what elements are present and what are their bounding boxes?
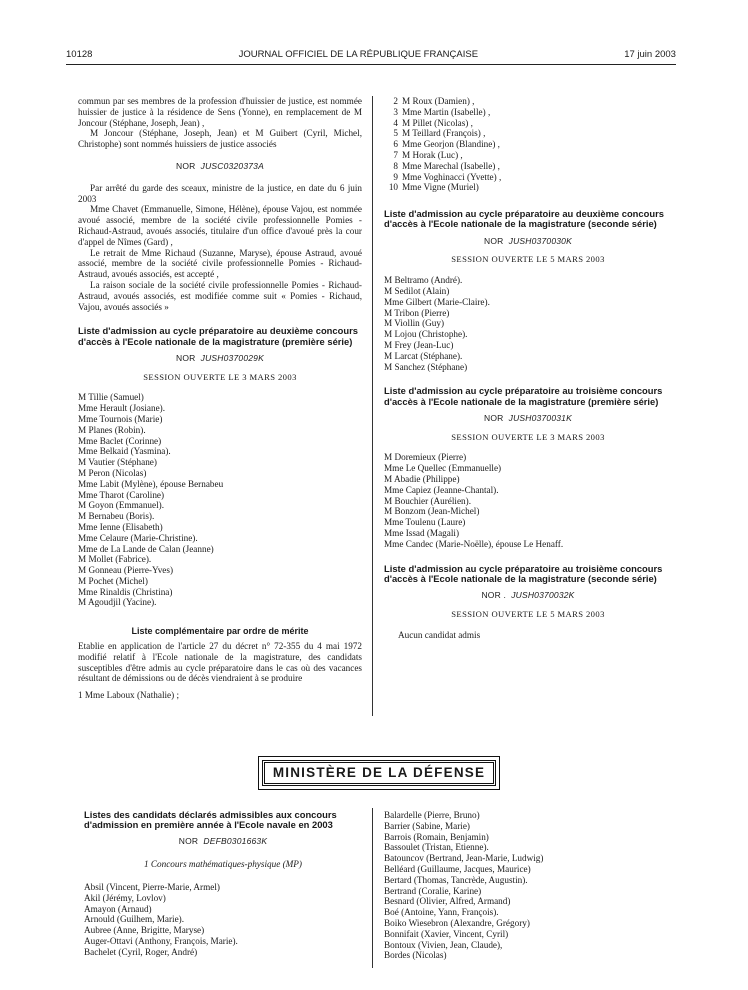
list-item: Mme Candec (Marie-Noëlle), épouse Le Henaff. — [384, 538, 564, 549]
nor-reference-2: NOR JUSH0370029K — [176, 352, 264, 363]
list-item: M Gonneau (Pierre-Yves) — [78, 565, 174, 576]
list-item-text: Mme Georjon (Blandine) , — [402, 139, 500, 150]
nor-reference-4: NOR JUSH0370031K — [484, 412, 572, 423]
list-item — [384, 96, 672, 107]
list-item-text: Mme Marechal (Isabelle) , — [402, 160, 500, 171]
defense-title: Listes des candidats déclarés admissibles aux concours d'admission en première année à l'Ecole navale en 2003 — [84, 809, 337, 831]
intro-paragraph-1: commun par ses membres de la profession d'huissier de justice, est nommée huissier de justice à la résidence de Sens (Yonne), en remplacement de M Joncour (Stéphane, Joseph, Jean) , — [78, 96, 362, 128]
defense-section-heading: 1 Concours mathématiques-physique (MP) — [144, 859, 302, 870]
list-item: Mme Issad (Magali) — [384, 527, 460, 538]
list-item-number: 9 — [393, 171, 398, 182]
list-item — [384, 107, 672, 118]
list-item: M Larcat (Stéphane). — [384, 350, 463, 361]
list-4-title: Liste d'admission au cycle préparatoire au troisième concours d'accès à l'Ecole nationale de la magistrature (seconde série) — [384, 562, 663, 584]
list-item: Absil (Vincent, Pierre-Marie, Armel) — [84, 882, 220, 892]
list-item: Belléard (Guillaume, Jacques, Maurice) — [384, 863, 531, 874]
list-item: Bertrand (Coralie, Karine) — [384, 885, 482, 896]
defense-nor: NOR DEFB0301663K — [178, 836, 268, 847]
list-3-title: Liste d'admission au cycle préparatoire au troisième concours d'accès à l'Ecole nationale de la magistrature (première série) — [384, 385, 663, 407]
list-item: Mme Herault (Josiane). — [78, 403, 165, 414]
list-item: M Bouchier (Aurélien). — [384, 495, 471, 506]
left-column — [78, 96, 362, 701]
list-item-text: Mme Vigne (Muriel) — [402, 182, 479, 193]
list-1-title: Liste d'admission au cycle préparatoire au deuxième concours d'accès à l'Ecole nationale de la magistrature (première série) — [78, 325, 358, 347]
list-item: Mme Baclet (Corinne) — [78, 435, 162, 446]
complementary-numbered-list — [384, 96, 672, 193]
list-item-text: M Pillet (Nicolas) , — [402, 117, 473, 128]
list-item: M Lojou (Christophe). — [384, 329, 468, 340]
arrete-paragraph-1: Par arrêté du garde des sceaux, ministre de la justice, en date du 6 juin 2003 — [78, 182, 362, 204]
header-rule — [66, 64, 676, 65]
list-item: Mme Le Quellec (Emmanuelle) — [384, 463, 502, 474]
list-item — [384, 172, 672, 183]
journal-title: JOURNAL OFFICIEL DE LA RÉPUBLIQUE FRANÇAISE — [238, 48, 479, 60]
list-item: Mme Gilbert (Marie-Claire). — [384, 296, 490, 307]
list-item: Balardelle (Pierre, Bruno) — [384, 810, 480, 820]
list-item: M Sedilot (Alain) — [384, 285, 450, 296]
list-item: Mme Ienne (Elisabeth) — [78, 521, 163, 532]
list-item: Bonnifait (Xavier, Vincent, Cyril) — [384, 928, 509, 939]
complementary-list-title: Liste complémentaire par ordre de mérite — [131, 626, 309, 637]
arrete-paragraph-4: La raison sociale de la société civile professionnelle Pomies - Richaud-Astraud, avoués associés, est modifiée comme suit « Pomies - Richaud, Vajou, avoués associés » — [78, 279, 362, 312]
list-item-text: M Roux (Damien) , — [402, 96, 475, 106]
list-item: M Frey (Jean-Luc) — [384, 339, 454, 350]
list-item: M Vautier (Stéphane) — [78, 457, 157, 468]
list-item-text: Mme Martin (Isabelle) , — [402, 106, 491, 117]
list-item: M Mollet (Fabrice). — [78, 554, 152, 565]
list-item: Akil (Jérémy, Lovlov) — [84, 892, 166, 903]
list-item: Mme Belkaid (Yasmina). — [78, 446, 171, 457]
list-item: Mme Capiez (Jeanne-Chantal). — [384, 484, 499, 495]
right-column — [384, 96, 672, 640]
list-item: M Bonzom (Jean-Michel) — [384, 506, 480, 517]
list-item: Mme Tournois (Marie) — [78, 413, 163, 424]
list-item: M Abadie (Philippe) — [384, 473, 460, 484]
nor-reference-5: NOR . JUSH0370032K — [481, 589, 575, 600]
complementary-paragraph: Etablie en application de l'article 27 du décret n° 72-355 du 4 mai 1972 modifié relatif à l'Ecole nationale de la magistrature, des candidats susceptibles d'être admis au cycle préparatoire dans le cas où des vacances résultant de démissions ou de décès viendraient à se produire — [78, 641, 362, 684]
list-item: Barrois (Romain, Benjamin) — [384, 831, 489, 842]
session-3: SESSION OUVERTE LE 3 MARS 2003 — [451, 431, 605, 442]
list-item: M Goyon (Emmanuel). — [78, 500, 164, 511]
list-item: Mme Rinaldis (Christina) — [78, 586, 173, 597]
list-item: Arnould (Guilhem, Marie). — [84, 914, 185, 925]
list-item: Mme de La Lande de Calan (Jeanne) — [78, 543, 214, 554]
list-item: Bassoulet (Tristan, Etienne). — [384, 842, 489, 853]
session-4: SESSION OUVERTE LE 5 MARS 2003 — [451, 608, 605, 619]
intro-paragraph-2: M Joncour (Stéphane, Joseph, Jean) et M Guibert (Cyril, Michel, Christophe) sont nommés huissiers de justice associés — [78, 128, 362, 150]
session-1: SESSION OUVERTE LE 3 MARS 2003 — [143, 371, 297, 382]
arrete-paragraph-2: Mme Chavet (Emmanuelle, Simone, Hélène), épouse Vajou, est nommée avoué associé, membre de la société civile professionnelle Pomies - Richaud-Astraud, avoués associés, titulaire d'un office d'avoué près la cour d'appel de Nîmes (Gard) , — [78, 204, 362, 247]
list-item: Barrier (Sabine, Marie) — [384, 820, 470, 831]
list-item: Aubree (Anne, Brigitte, Maryse) — [84, 925, 205, 936]
list-item: Besnard (Olivier, Alfred, Armand) — [384, 896, 511, 907]
page-header — [66, 48, 676, 62]
nor-reference-1: NOR JUSC0320373A — [176, 160, 264, 171]
list-item: Mme Labit (Mylène), épouse Bernabeu — [78, 478, 224, 489]
list-item: Amayon (Arnaud) — [84, 903, 152, 914]
list-item: Bachelet (Cyril, Roger, André) — [84, 946, 198, 957]
list-item: Auger-Ottavi (Anthony, François, Marie). — [84, 935, 238, 946]
no-candidate-note: Aucun candidat admis — [398, 629, 481, 640]
list-item: M Peron (Nicolas) — [78, 467, 147, 478]
list-item: M Planes (Robin). — [78, 424, 146, 435]
session-2: SESSION OUVERTE LE 5 MARS 2003 — [451, 254, 605, 265]
list-item: Mme Celaure (Marie-Christine). — [78, 532, 198, 543]
list-item — [384, 128, 672, 139]
admission-list-2 — [384, 275, 672, 372]
list-item-number: 6 — [393, 139, 398, 150]
ministry-heading: MINISTÈRE DE LA DÉFENSE — [262, 760, 496, 786]
list-item-number: 2 — [393, 96, 398, 106]
issue-date: 17 juin 2003 — [624, 48, 676, 60]
list-item — [384, 182, 672, 193]
list-item-text: M Teillard (François) , — [402, 128, 486, 139]
admission-list-1 — [78, 392, 362, 608]
list-item-text: Mme Voghinacci (Yvette) , — [402, 171, 502, 182]
list-item: Mme Toulenu (Laure) — [384, 517, 466, 528]
defense-left-column — [84, 810, 362, 958]
list-item: M Pochet (Michel) — [78, 575, 148, 586]
list-item: Bontoux (Vivien, Jean, Claude), — [384, 939, 503, 950]
list-item: Mme Tharot (Caroline) — [78, 489, 165, 500]
list-item: Bordes (Nicolas) — [384, 950, 447, 961]
list-item: M Viollin (Guy) — [384, 318, 445, 329]
list-item — [384, 118, 672, 129]
list-item-number: 10 — [388, 182, 398, 193]
list-item: M Agoudjil (Yacine). — [78, 597, 157, 608]
list-item-number: 3 — [393, 106, 398, 117]
list-item: Bertard (Thomas, Tancrède, Augustin). — [384, 874, 528, 885]
list-item: Batouncov (Bertrand, Jean-Marie, Ludwig) — [384, 853, 544, 864]
list-item: M Beltramo (André). — [384, 275, 463, 286]
defense-right-column — [384, 810, 672, 961]
admission-list-3 — [384, 452, 672, 549]
list-item: M Doremieux (Pierre) — [384, 452, 467, 463]
defense-list-right — [384, 810, 672, 961]
list-item — [384, 150, 672, 161]
list-item — [384, 139, 672, 150]
list-2-title: Liste d'admission au cycle préparatoire au deuxième concours d'accès à l'Ecole nationale de la magistrature (seconde série) — [384, 208, 664, 230]
list-item: Boiko Wiesebron (Alexandre, Grégory) — [384, 917, 530, 928]
column-separator-lower — [372, 808, 373, 968]
list-item: M Bernabeu (Boris). — [78, 511, 155, 522]
list-item-number: 8 — [393, 160, 398, 171]
list-item — [384, 161, 672, 172]
list-item-text: M Horak (Luc) , — [402, 149, 463, 160]
list-item: M Sanchez (Stéphane) — [384, 361, 468, 372]
column-separator-upper — [372, 96, 373, 716]
list-item-number: 5 — [393, 128, 398, 139]
list-item-number: 4 — [393, 117, 398, 128]
page-number: 10128 — [66, 48, 93, 60]
defense-list-left — [84, 882, 362, 958]
nor-reference-3: NOR JUSH0370030K — [484, 235, 572, 246]
list-item: Boé (Antoine, Yann, François). — [384, 907, 499, 918]
nor-code: JUSC0320373A — [200, 160, 264, 171]
arrete-paragraph-3: Le retrait de Mme Richaud (Suzanne, Maryse), épouse Astraud, avoué associé, membre de la société civile professionnelle Pomies - Richaud-Astraud, avoués associés, est accepté , — [78, 247, 362, 280]
list-item: M Tillie (Samuel) — [78, 392, 144, 403]
list-item: M Tribon (Pierre) — [384, 307, 450, 318]
list-item-number: 7 — [393, 149, 398, 160]
complementary-first-entry: 1 Mme Laboux (Nathalie) ; — [78, 690, 180, 701]
